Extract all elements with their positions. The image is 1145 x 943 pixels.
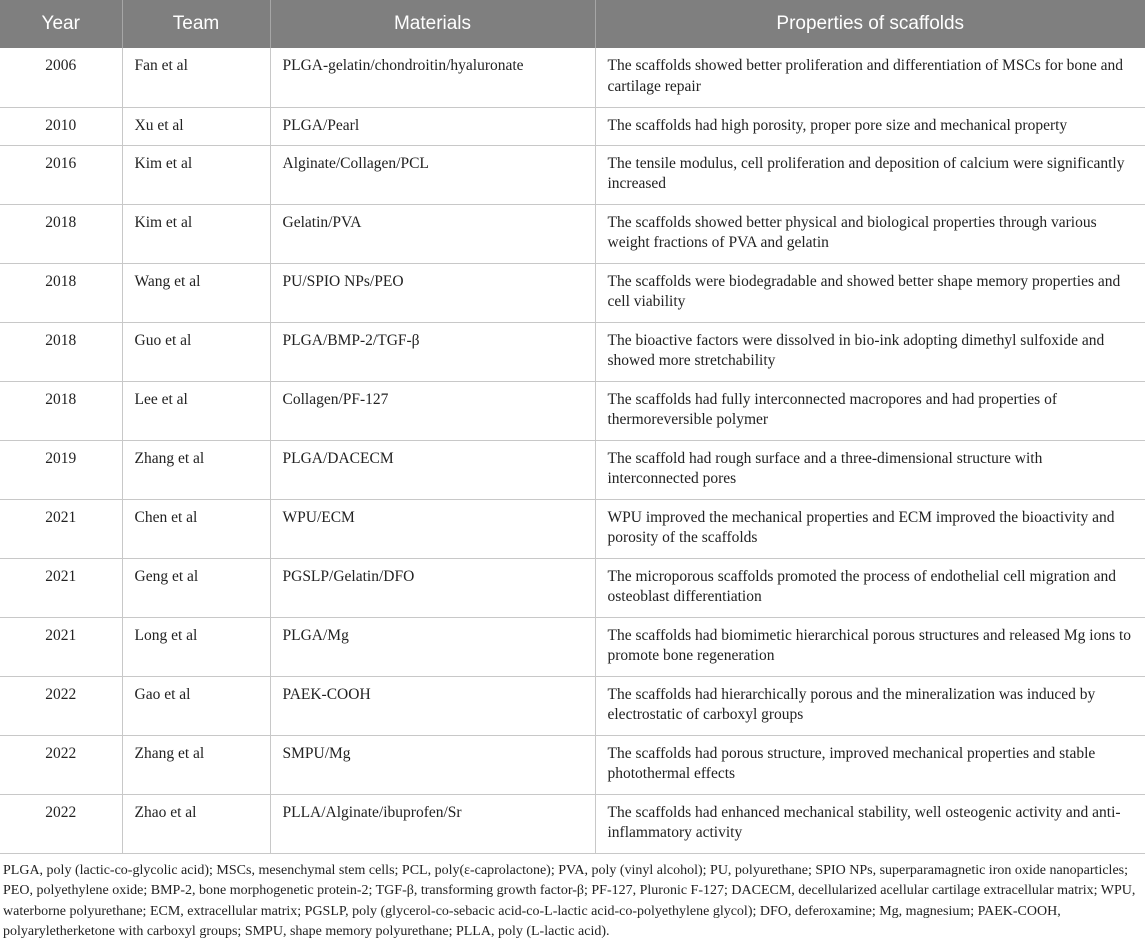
header-materials: Materials [270, 0, 595, 48]
table-row [0, 440, 1145, 499]
cell-year: 2018 [0, 322, 122, 381]
cell-team: Lee et al [122, 381, 270, 440]
cell-materials: PLGA/Mg [270, 617, 595, 676]
cell-year: 2022 [0, 676, 122, 735]
table-footnote: PLGA, poly (lactic-co-glycolic acid); MSCs, mesenchymal stem cells; PCL, poly(ε-caprolactone); PVA, poly (vinyl alcohol); PU, polyurethane; SPIO NPs, superparamagnetic iron oxide nanoparticles; PEO, polyethylene oxide; BMP-2, bone morphogenetic protein-2; TGF-β, transforming growth factor-β; PF-127, Pluronic F-127; DACECM, decellularized acellular cartilage extracellular matrix; WPU, waterborne polyurethane; ECM, extracellular matrix; PGSLP, poly (glycerol-co-sebacic acid-co-L-lactic acid-co-polyethylene glycol); DFO, deferoxamine; Mg, magnesium; PAEK-COOH, polyaryletherketone with carboxyl groups; SMPU, shape memory polyurethane; PLLA, poly (L-lactic acid). [3, 862, 1136, 939]
cell-properties: The scaffolds had porous structure, improved mechanical properties and stable photothermal effects [595, 735, 1145, 794]
cell-team: Wang et al [122, 263, 270, 322]
cell-materials: PLGA/BMP-2/TGF-β [270, 322, 595, 381]
cell-materials: PLGA-gelatin/chondroitin/hyaluronate [270, 48, 595, 107]
cell-properties: The scaffolds had fully interconnected macropores and had properties of thermoreversible polymer [595, 381, 1145, 440]
table-row [0, 322, 1145, 381]
table-row [0, 794, 1145, 853]
cell-team: Kim et al [122, 145, 270, 204]
cell-team: Guo et al [122, 322, 270, 381]
table-row [0, 499, 1145, 558]
cell-properties: The scaffolds had high porosity, proper pore size and mechanical property [595, 107, 1145, 145]
cell-materials: PLLA/Alginate/ibuprofen/Sr [270, 794, 595, 853]
header-team: Team [122, 0, 270, 48]
cell-team: Zhang et al [122, 735, 270, 794]
cell-year: 2018 [0, 204, 122, 263]
cell-materials: PU/SPIO NPs/PEO [270, 263, 595, 322]
table-row [0, 676, 1145, 735]
cell-materials: PAEK-COOH [270, 676, 595, 735]
table-row [0, 617, 1145, 676]
header-properties: Properties of scaffolds [595, 0, 1145, 48]
cell-materials: WPU/ECM [270, 499, 595, 558]
cell-properties: The scaffolds had enhanced mechanical stability, well osteogenic activity and anti-inflammatory activity [595, 794, 1145, 853]
table-row [0, 107, 1145, 145]
cell-properties: The tensile modulus, cell proliferation and deposition of calcium were significantly increased [595, 145, 1145, 204]
cell-properties: The scaffolds had hierarchically porous and the mineralization was induced by electrostatic of carboxyl groups [595, 676, 1145, 735]
cell-team: Long et al [122, 617, 270, 676]
cell-properties: The scaffolds showed better physical and biological properties through various weight fractions of PVA and gelatin [595, 204, 1145, 263]
table-row [0, 735, 1145, 794]
cell-properties: The microporous scaffolds promoted the process of endothelial cell migration and osteoblast differentiation [595, 558, 1145, 617]
table-row [0, 145, 1145, 204]
cell-year: 2016 [0, 145, 122, 204]
table-row [0, 381, 1145, 440]
cell-year: 2018 [0, 381, 122, 440]
cell-year: 2019 [0, 440, 122, 499]
cell-year: 2021 [0, 499, 122, 558]
table-header [0, 0, 1145, 48]
table-row [0, 558, 1145, 617]
cell-year: 2021 [0, 558, 122, 617]
cell-properties: The bioactive factors were dissolved in bio-ink adopting dimethyl sulfoxide and showed more stretchability [595, 322, 1145, 381]
table-row [0, 263, 1145, 322]
cell-year: 2010 [0, 107, 122, 145]
cell-properties: WPU improved the mechanical properties and ECM improved the bioactivity and porosity of the scaffolds [595, 499, 1145, 558]
table-row [0, 204, 1145, 263]
cell-year: 2006 [0, 48, 122, 107]
cell-team: Xu et al [122, 107, 270, 145]
cell-team: Zhang et al [122, 440, 270, 499]
cell-properties: The scaffolds had biomimetic hierarchical porous structures and released Mg ions to promote bone regeneration [595, 617, 1145, 676]
cell-materials: Collagen/PF-127 [270, 381, 595, 440]
cell-properties: The scaffold had rough surface and a three-dimensional structure with interconnected pores [595, 440, 1145, 499]
cell-year: 2022 [0, 735, 122, 794]
cell-materials: PLGA/DACECM [270, 440, 595, 499]
cell-properties: The scaffolds were biodegradable and showed better shape memory properties and cell viability [595, 263, 1145, 322]
cell-year: 2018 [0, 263, 122, 322]
header-row [0, 0, 1145, 48]
cell-team: Fan et al [122, 48, 270, 107]
cell-materials: SMPU/Mg [270, 735, 595, 794]
cell-materials: PLGA/Pearl [270, 107, 595, 145]
cell-materials: Gelatin/PVA [270, 204, 595, 263]
cell-team: Zhao et al [122, 794, 270, 853]
cell-year: 2022 [0, 794, 122, 853]
cell-team: Chen et al [122, 499, 270, 558]
cell-properties: The scaffolds showed better proliferation and differentiation of MSCs for bone and cartilage repair [595, 48, 1145, 107]
cell-materials: PGSLP/Gelatin/DFO [270, 558, 595, 617]
cell-team: Geng et al [122, 558, 270, 617]
table-row [0, 48, 1145, 107]
table-body [0, 48, 1145, 853]
cell-materials: Alginate/Collagen/PCL [270, 145, 595, 204]
cell-year: 2021 [0, 617, 122, 676]
cell-team: Gao et al [122, 676, 270, 735]
header-year: Year [0, 0, 122, 48]
cell-team: Kim et al [122, 204, 270, 263]
